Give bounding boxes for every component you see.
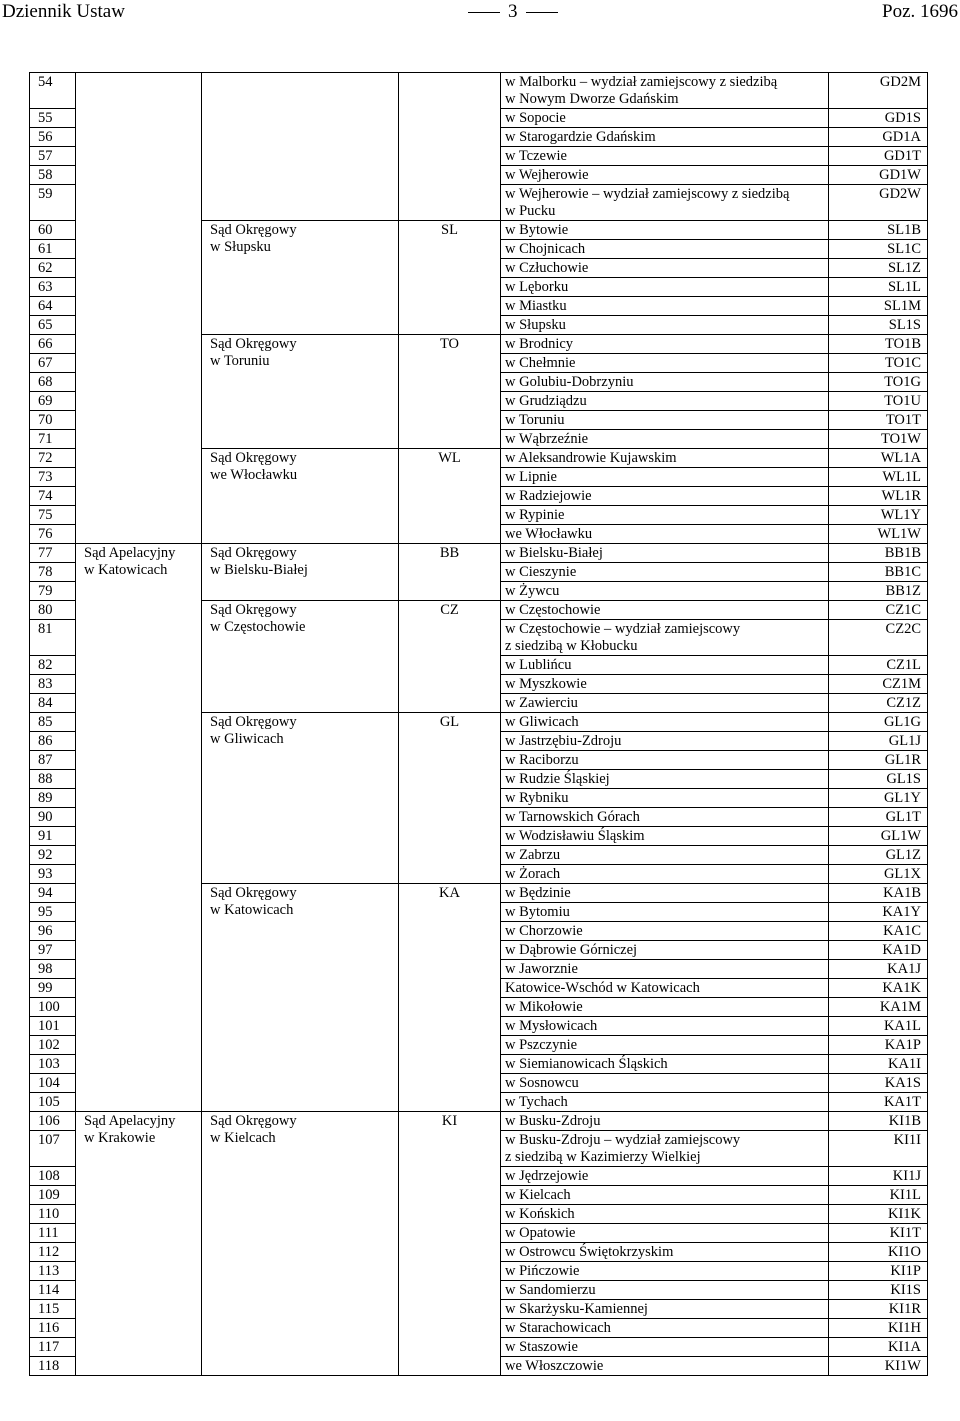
- appellate-court: Sąd Apelacyjny w Katowicach: [76, 544, 202, 1112]
- court-codes-table: [29, 72, 928, 1376]
- local-court-name: w Starachowicach: [501, 1319, 829, 1338]
- table-row: [30, 1112, 928, 1131]
- local-court-name: w Rypinie: [501, 506, 829, 525]
- district-court: Sąd Okręgowy w Kielcach: [202, 1112, 399, 1376]
- local-court-name: w Tarnowskich Górach: [501, 808, 829, 827]
- court-symbol: WL1Y: [829, 506, 928, 525]
- row-number: 79: [30, 582, 76, 601]
- row-number: 96: [30, 922, 76, 941]
- row-number: 73: [30, 468, 76, 487]
- court-symbol: CZ1Z: [829, 694, 928, 713]
- local-court-name: w Jastrzębiu-Zdroju: [501, 732, 829, 751]
- district-code: CZ: [399, 601, 501, 713]
- row-number: 77: [30, 544, 76, 563]
- local-court-name: we Włoszczowie: [501, 1357, 829, 1376]
- district-court: Sąd Okręgowy w Częstochowie: [202, 601, 399, 713]
- row-number: 70: [30, 411, 76, 430]
- local-court-name: w Wodzisławiu Śląskim: [501, 827, 829, 846]
- court-symbol: WL1W: [829, 525, 928, 544]
- court-symbol: KA1I: [829, 1055, 928, 1074]
- row-number: 107: [30, 1131, 76, 1167]
- court-symbol: TO1T: [829, 411, 928, 430]
- local-court-name: w Aleksandrowie Kujawskim: [501, 449, 829, 468]
- row-number: 75: [30, 506, 76, 525]
- local-court-name: w Żorach: [501, 865, 829, 884]
- row-number: 83: [30, 675, 76, 694]
- court-symbol: WL1L: [829, 468, 928, 487]
- row-number: 93: [30, 865, 76, 884]
- district-code: WL: [399, 449, 501, 544]
- row-number: 62: [30, 259, 76, 278]
- court-symbol: WL1A: [829, 449, 928, 468]
- district-court: Sąd Okręgowy we Włocławku: [202, 449, 399, 544]
- court-symbol: GD1A: [829, 128, 928, 147]
- local-court-name: w Pińczowie: [501, 1262, 829, 1281]
- local-court-name: w Sandomierzu: [501, 1281, 829, 1300]
- row-number: 81: [30, 620, 76, 656]
- court-symbol: KI1W: [829, 1357, 928, 1376]
- local-court-name: w Bielsku-Białej: [501, 544, 829, 563]
- local-court-name: w Lęborku: [501, 278, 829, 297]
- local-court-name: w Kielcach: [501, 1186, 829, 1205]
- local-court-name: w Myszkowie: [501, 675, 829, 694]
- row-number: 97: [30, 941, 76, 960]
- row-number: 100: [30, 998, 76, 1017]
- court-symbol: GD2M: [829, 73, 928, 109]
- court-symbol: GL1G: [829, 713, 928, 732]
- court-symbol: CZ1L: [829, 656, 928, 675]
- local-court-name: w Skarżysku-Kamiennej: [501, 1300, 829, 1319]
- local-court-name: Katowice-Wschód w Katowicach: [501, 979, 829, 998]
- local-court-name: w Wejherowie – wydział zamiejscowy z siedzibą w Pucku: [501, 185, 829, 221]
- row-number: 87: [30, 751, 76, 770]
- court-symbol: KA1M: [829, 998, 928, 1017]
- local-court-name: w Zawierciu: [501, 694, 829, 713]
- row-number: 59: [30, 185, 76, 221]
- local-court-name: we Włocławku: [501, 525, 829, 544]
- local-court-name: w Słupsku: [501, 316, 829, 335]
- local-court-name: w Lublińcu: [501, 656, 829, 675]
- local-court-name: w Rudzie Śląskiej: [501, 770, 829, 789]
- row-number: 106: [30, 1112, 76, 1131]
- court-symbol: GL1T: [829, 808, 928, 827]
- court-symbol: GL1Z: [829, 846, 928, 865]
- row-number: 103: [30, 1055, 76, 1074]
- row-number: 72: [30, 449, 76, 468]
- local-court-name: w Malborku – wydział zamiejscowy z siedzibą w Nowym Dworze Gdańskim: [501, 73, 829, 109]
- local-court-name: w Golubiu-Dobrzyniu: [501, 373, 829, 392]
- court-symbol: TO1B: [829, 335, 928, 354]
- local-court-name: w Wąbrzeźnie: [501, 430, 829, 449]
- court-symbol: BB1C: [829, 563, 928, 582]
- local-court-name: w Brodnicy: [501, 335, 829, 354]
- local-court-name: w Lipnie: [501, 468, 829, 487]
- appellate-court: [76, 73, 202, 544]
- local-court-name: w Raciborzu: [501, 751, 829, 770]
- table-row: [30, 73, 928, 109]
- court-symbol: TO1C: [829, 354, 928, 373]
- row-number: 92: [30, 846, 76, 865]
- local-court-name: w Radziejowie: [501, 487, 829, 506]
- court-symbol: KA1B: [829, 884, 928, 903]
- local-court-name: w Chojnicach: [501, 240, 829, 259]
- district-court: Sąd Okręgowy w Słupsku: [202, 221, 399, 335]
- court-symbol: TO1G: [829, 373, 928, 392]
- row-number: 82: [30, 656, 76, 675]
- court-symbol: TO1U: [829, 392, 928, 411]
- local-court-name: w Jaworznie: [501, 960, 829, 979]
- row-number: 88: [30, 770, 76, 789]
- page-number: 3: [460, 1, 566, 23]
- local-court-name: w Tychach: [501, 1093, 829, 1112]
- local-court-name: w Pszczynie: [501, 1036, 829, 1055]
- local-court-name: w Mikołowie: [501, 998, 829, 1017]
- row-number: 64: [30, 297, 76, 316]
- row-number: 67: [30, 354, 76, 373]
- local-court-name: w Tczewie: [501, 147, 829, 166]
- court-symbol: KI1J: [829, 1167, 928, 1186]
- court-symbol: GL1X: [829, 865, 928, 884]
- district-code: BB: [399, 544, 501, 601]
- court-symbol: KA1Y: [829, 903, 928, 922]
- local-court-name: w Cieszynie: [501, 563, 829, 582]
- local-court-name: w Będzinie: [501, 884, 829, 903]
- local-court-name: w Starogardzie Gdańskim: [501, 128, 829, 147]
- local-court-name: w Bytomiu: [501, 903, 829, 922]
- row-number: 76: [30, 525, 76, 544]
- district-code: KA: [399, 884, 501, 1112]
- row-number: 60: [30, 221, 76, 240]
- district-court: Sąd Okręgowy w Toruniu: [202, 335, 399, 449]
- local-court-name: w Ostrowcu Świętokrzyskim: [501, 1243, 829, 1262]
- row-number: 80: [30, 601, 76, 620]
- local-court-name: w Żywcu: [501, 582, 829, 601]
- row-number: 109: [30, 1186, 76, 1205]
- row-number: 71: [30, 430, 76, 449]
- district-code: [399, 73, 501, 221]
- row-number: 85: [30, 713, 76, 732]
- court-symbol: SL1B: [829, 221, 928, 240]
- court-symbol: GL1J: [829, 732, 928, 751]
- local-court-name: w Końskich: [501, 1205, 829, 1224]
- court-symbol: CZ1C: [829, 601, 928, 620]
- row-number: 114: [30, 1281, 76, 1300]
- court-symbol: KA1J: [829, 960, 928, 979]
- row-number: 54: [30, 73, 76, 109]
- appellate-court: Sąd Apelacyjny w Krakowie: [76, 1112, 202, 1376]
- court-symbol: KI1H: [829, 1319, 928, 1338]
- local-court-name: w Busku-Zdroju – wydział zamiejscowy z siedzibą w Kazimierzy Wielkiej: [501, 1131, 829, 1167]
- row-number: 90: [30, 808, 76, 827]
- local-court-name: w Jędrzejowie: [501, 1167, 829, 1186]
- local-court-name: w Rybniku: [501, 789, 829, 808]
- row-number: 113: [30, 1262, 76, 1281]
- court-symbol: SL1S: [829, 316, 928, 335]
- local-court-name: w Dąbrowie Górniczej: [501, 941, 829, 960]
- court-symbol: BB1Z: [829, 582, 928, 601]
- court-symbol: SL1C: [829, 240, 928, 259]
- table-row: [30, 544, 928, 563]
- court-symbol: KI1I: [829, 1131, 928, 1167]
- court-symbol: SL1Z: [829, 259, 928, 278]
- local-court-name: w Opatowie: [501, 1224, 829, 1243]
- court-symbol: KA1T: [829, 1093, 928, 1112]
- court-symbol: CZ1M: [829, 675, 928, 694]
- court-symbol: GL1S: [829, 770, 928, 789]
- court-symbol: KI1P: [829, 1262, 928, 1281]
- row-number: 86: [30, 732, 76, 751]
- court-symbol: WL1R: [829, 487, 928, 506]
- row-number: 108: [30, 1167, 76, 1186]
- local-court-name: w Sosnowcu: [501, 1074, 829, 1093]
- row-number: 94: [30, 884, 76, 903]
- row-number: 65: [30, 316, 76, 335]
- district-court: Sąd Okręgowy w Bielsku-Białej: [202, 544, 399, 601]
- court-symbol: KA1C: [829, 922, 928, 941]
- row-number: 69: [30, 392, 76, 411]
- court-symbol: KI1B: [829, 1112, 928, 1131]
- row-number: 115: [30, 1300, 76, 1319]
- row-number: 89: [30, 789, 76, 808]
- row-number: 104: [30, 1074, 76, 1093]
- row-number: 56: [30, 128, 76, 147]
- page-header: [0, 0, 960, 26]
- court-symbol: GD1S: [829, 109, 928, 128]
- court-symbol: KA1K: [829, 979, 928, 998]
- court-symbol: KI1A: [829, 1338, 928, 1357]
- court-symbol: SL1M: [829, 297, 928, 316]
- court-symbol: GL1Y: [829, 789, 928, 808]
- local-court-name: w Częstochowie – wydział zamiejscowy z siedzibą w Kłobucku: [501, 620, 829, 656]
- row-number: 61: [30, 240, 76, 259]
- court-symbol: KI1T: [829, 1224, 928, 1243]
- local-court-name: w Siemianowicach Śląskich: [501, 1055, 829, 1074]
- district-code: TO: [399, 335, 501, 449]
- local-court-name: w Bytowie: [501, 221, 829, 240]
- court-symbol: KA1L: [829, 1017, 928, 1036]
- row-number: 78: [30, 563, 76, 582]
- local-court-name: w Zabrzu: [501, 846, 829, 865]
- local-court-name: w Gliwicach: [501, 713, 829, 732]
- court-symbol: GD2W: [829, 185, 928, 221]
- local-court-name: w Chełmnie: [501, 354, 829, 373]
- local-court-name: w Sopocie: [501, 109, 829, 128]
- local-court-name: w Staszowie: [501, 1338, 829, 1357]
- row-number: 98: [30, 960, 76, 979]
- local-court-name: w Toruniu: [501, 411, 829, 430]
- court-symbol: BB1B: [829, 544, 928, 563]
- court-symbol: KI1O: [829, 1243, 928, 1262]
- local-court-name: w Częstochowie: [501, 601, 829, 620]
- local-court-name: w Mysłowicach: [501, 1017, 829, 1036]
- district-code: SL: [399, 221, 501, 335]
- court-symbol: KI1K: [829, 1205, 928, 1224]
- district-court: [202, 73, 399, 221]
- row-number: 66: [30, 335, 76, 354]
- court-symbol: GL1R: [829, 751, 928, 770]
- court-symbol: CZ2C: [829, 620, 928, 656]
- court-symbol: KA1D: [829, 941, 928, 960]
- row-number: 55: [30, 109, 76, 128]
- court-symbol: KI1R: [829, 1300, 928, 1319]
- row-number: 118: [30, 1357, 76, 1376]
- row-number: 117: [30, 1338, 76, 1357]
- court-symbol: TO1W: [829, 430, 928, 449]
- court-symbol: KI1S: [829, 1281, 928, 1300]
- court-symbol: KA1P: [829, 1036, 928, 1055]
- table-body: [30, 73, 928, 1376]
- row-number: 116: [30, 1319, 76, 1338]
- local-court-name: w Chorzowie: [501, 922, 829, 941]
- row-number: 91: [30, 827, 76, 846]
- court-symbol: GD1W: [829, 166, 928, 185]
- row-number: 101: [30, 1017, 76, 1036]
- row-number: 112: [30, 1243, 76, 1262]
- local-court-name: w Wejherowie: [501, 166, 829, 185]
- row-number: 99: [30, 979, 76, 998]
- row-number: 68: [30, 373, 76, 392]
- row-number: 110: [30, 1205, 76, 1224]
- court-symbol: GL1W: [829, 827, 928, 846]
- local-court-name: w Busku-Zdroju: [501, 1112, 829, 1131]
- court-symbol: KI1L: [829, 1186, 928, 1205]
- local-court-name: w Grudziądzu: [501, 392, 829, 411]
- row-number: 58: [30, 166, 76, 185]
- court-symbol: GD1T: [829, 147, 928, 166]
- journal-title: Dziennik Ustaw: [2, 1, 125, 22]
- row-number: 105: [30, 1093, 76, 1112]
- district-court: Sąd Okręgowy w Katowicach: [202, 884, 399, 1112]
- court-symbol: KA1S: [829, 1074, 928, 1093]
- position-number: Poz. 1696: [882, 1, 958, 22]
- local-court-name: w Człuchowie: [501, 259, 829, 278]
- local-court-name: w Miastku: [501, 297, 829, 316]
- row-number: 63: [30, 278, 76, 297]
- district-code: KI: [399, 1112, 501, 1376]
- district-court: Sąd Okręgowy w Gliwicach: [202, 713, 399, 884]
- row-number: 102: [30, 1036, 76, 1055]
- row-number: 95: [30, 903, 76, 922]
- row-number: 111: [30, 1224, 76, 1243]
- district-code: GL: [399, 713, 501, 884]
- court-symbol: SL1L: [829, 278, 928, 297]
- row-number: 84: [30, 694, 76, 713]
- row-number: 74: [30, 487, 76, 506]
- row-number: 57: [30, 147, 76, 166]
